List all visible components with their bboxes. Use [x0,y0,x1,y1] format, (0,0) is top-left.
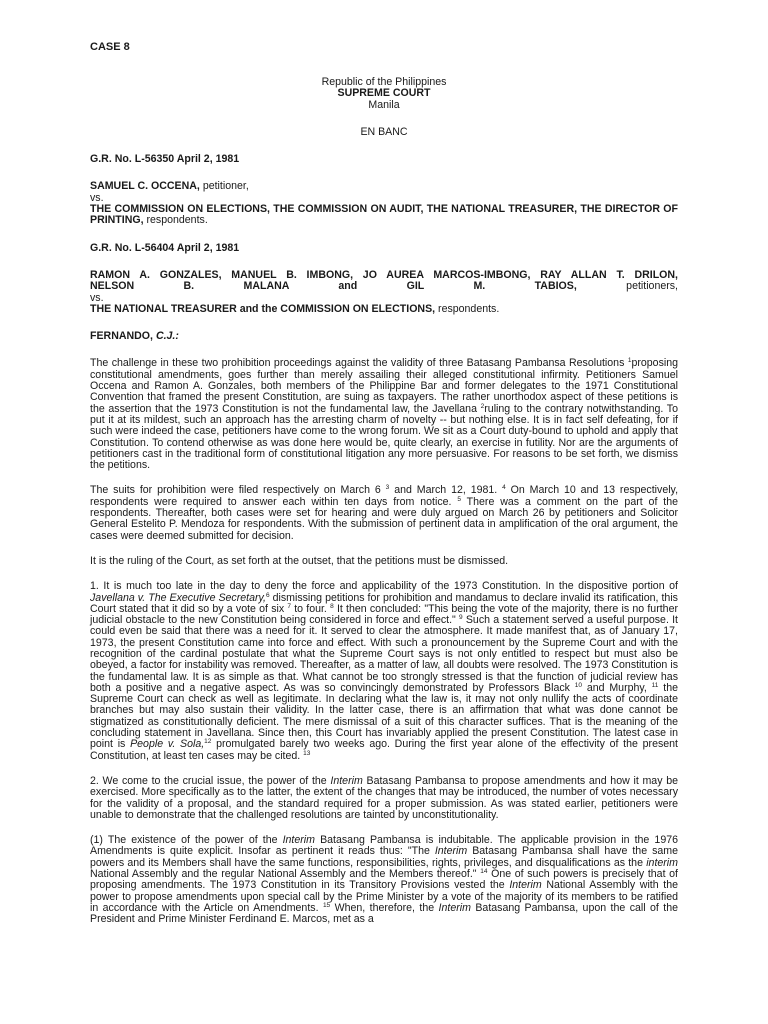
footnote-ref[interactable]: 8 [330,602,334,610]
footnote-ref[interactable]: 11 [651,681,659,689]
header-city: Manila [368,98,400,111]
ponente-name: FERNANDO, [90,330,153,343]
case2-vs: vs. [90,291,104,304]
case2-petitioners-line1: RAMON A. GONZALES, MANUEL B. IMBONG, JO AUREA MARCOS-IMBONG, RAY ALLAN T. DRILON, [90,268,678,281]
case1-petitioner-name: SAMUEL C. OCCENA, [90,180,200,193]
case2-petitioners-line2-row [90,281,678,292]
paragraph-1: The challenge in these two prohibition proceedings against the validity of three Batasang Pambansa Resolutions $^1$proposing constitutional amendments, goes further than merely assailing their alleged constitutional infirmity. Petitioners Samuel Occena and Ramon A. Gonzales, both members of the Philippine Bar and former delegates to the 1971 Constitutional Convention that framed the present Constitution, are suing as taxpayers. The rather unorthodox aspect of these petitions is the assertion that the 1973 Constitution is not the fundamental law, the Javellana $^2$ruling to the contrary notwithstanding. To put it at its mildest, such an approach has the arresting charm of novelty -- but nothing else. It is in fact self defeating, for if such were indeed the case, petitioners have come to the wrong forum. We sit as a Court duty-bound to uphold and apply that Constitution. To contend otherwise as was done here would be, quite clearly, an exercise in futility. Nor are the arguments of petitioners cast in the traditional form of constitutional litigation any more persuasive. For reasons to be set forth, we dismiss the petitions. [90,357,678,472]
case1-gr: G.R. No. L-56350 April 2, 1981 [90,153,240,166]
case2-respondents [90,304,678,315]
footnote-ref[interactable]: 6 [265,591,270,599]
case2-petitioners-role: petitioners, [576,280,679,293]
paragraph-3: It is the ruling of the Court, as set forth at the outset, that the petitions must be dismissed. [90,554,509,567]
case1-petitioner-role: petitioner, [199,180,249,193]
ponente [90,331,678,342]
footnote-ref[interactable]: 7 [287,602,291,610]
header-division: EN BANC [360,125,408,138]
footnote-ref[interactable]: 9 [459,614,463,622]
case2-respondents-names: THE NATIONAL TREASURER and the COMMISSION ON ELECTIONS, [90,302,436,315]
footnote-ref[interactable]: 14 [480,868,488,876]
paragraph-4: 1. It is much too late in the day to deny the force and applicability of the 1973 Constitution. In the dispositive portion of Javellana v. The Executive Secretary,$^6$ dismissing petitions for prohibition and mandamus to declare invalid its ratification, this Court stated that it did so by a vote of six $^7$ to four. $^8$ It then concluded: "This being the vote of the majority, there is no further judicial obstacle to the new Constitution being considered in force and effect." $^9$ Such a statement served a useful purpose. It could even be said that there was a need for it. It served to clear the atmosphere. It made manifest that, as of January 17, 1973, the present Constitution came into force and effect. With such a pronouncement by the Supreme Court and with the recognition of the cardinal postulate that what the Supreme Court says is not only entitled to respect but must also be obeyed, a factor for instability was removed. Thereafter, as a matter of law, all doubts were resolved. The 1973 Constitution is the fundamental law. It is as simple as that. What cannot be too strongly stressed is that the function of judicial review has both a positive and a negative aspect. As was so convincingly demonstrated by Professors Black $^{10}$ and Murphy, $^{11}$ the Supreme Court can check as well as legitimate. In declaring what the law is, it may not only nullify the acts of coordinate branches but may also sustain their validity. In the latter case, there is an affirmation that what was done cannot be stigmatized as constitutionally deficient. The mere dismissal of a suit of this character suffices. That is the meaning of the concluding statement in Javellana. Since then, this Court has invariably applied the present Constitution. The latest case in point is People v. Sola,$^{12}$ promulgated barely two weeks ago. During the first year alone of the effectivity of the present Constitution, at least ten cases may be cited. $^{13}$ [90,580,678,762]
case1-respondents [90,204,678,227]
paragraph-6: (1) The existence of the power of the Interim Batasang Pambansa is indubitable. The applicable provision in the 1976 Amendments is quite explicit. Insofar as pertinent it reads thus: "The Interim Batasang Pambansa shall have the same powers and its Members shall have the same functions, responsibilities, rights, privileges, and disqualifications as the interim National Assembly and the regular National Assembly and the Members thereof." $^{14}$ One of such powers is precisely that of proposing amendments. The 1973 Constitution in its Transitory Provisions vested the Interim National Assembly with the power to propose amendments upon special call by the Prime Minister by a vote of the majority of its members to be ratified in accordance with the Article on Amendments. $^{15}$ When, therefore, the Interim Batasang Pambansa, upon the call of the President and Prime Minister Ferdinand E. Marcos, met as a [90,834,678,926]
header-republic: Republic of the Philippines [321,76,447,88]
ponente-title: C.J.: [155,330,179,343]
case2-respondents-role: respondents. [435,302,500,315]
footnote-ref[interactable]: 3 [385,484,390,492]
footnote-ref[interactable]: 1 [627,357,632,365]
footnote-ref[interactable]: 12 [204,738,212,746]
paragraph-5: 2. We come to the crucial issue, the power of the Interim Batasang Pambansa to propose amendments and how it may be exercised. More specifically as to the latter, the extent of the changes that may be introduced, the number of votes necessary for the validity of a proposal, and the standard required for a proper submission. As was stated earlier, petitioners were unable to demonstrate that the challenged resolutions are tainted by unconstitutionality. [90,774,679,821]
footnote-ref[interactable]: 15 [322,901,331,909]
footnote-ref[interactable]: 13 [303,749,311,757]
footnote-ref[interactable]: 2 [480,402,485,410]
footnote-ref[interactable]: 10 [574,681,582,689]
case2-gr: G.R. No. L-56404 April 2, 1981 [90,241,240,254]
header-court: SUPREME COURT [337,87,431,100]
document-body [90,77,678,926]
footnote-ref[interactable]: 5 [457,495,461,503]
footnote-ref[interactable]: 4 [502,484,506,492]
case2-petitioners-line2: NELSON B. MALANA and GIL M. TABIOS, [90,280,577,293]
case1-petitioner [90,181,678,192]
case-label: CASE 8 [90,41,130,53]
case1-vs: vs. [90,191,104,204]
paragraph-2: The suits for prohibition were filed respectively on March 6 $^3$ and March 12, 1981. $^4$ On March 10 and 13 respectively, respondents were required to answer each within ten days from notice. $^5$ There was a comment on the part of the respondents. Thereafter, both cases were set for hearing and were duly argued on March 26 by petitioners and Solicitor General Estelito P. Mendoza for respondents. With the submission of pertinent data in amplification of the oral argument, the cases were deemed submitted for decision. [90,484,679,542]
case1-respondents-names: THE COMMISSION ON ELECTIONS, THE COMMISSION ON AUDIT, THE NATIONAL TREASURER, THE DIRECTOR OF PRINTING, [90,203,678,227]
case1-respondents-role: respondents. [143,214,208,227]
